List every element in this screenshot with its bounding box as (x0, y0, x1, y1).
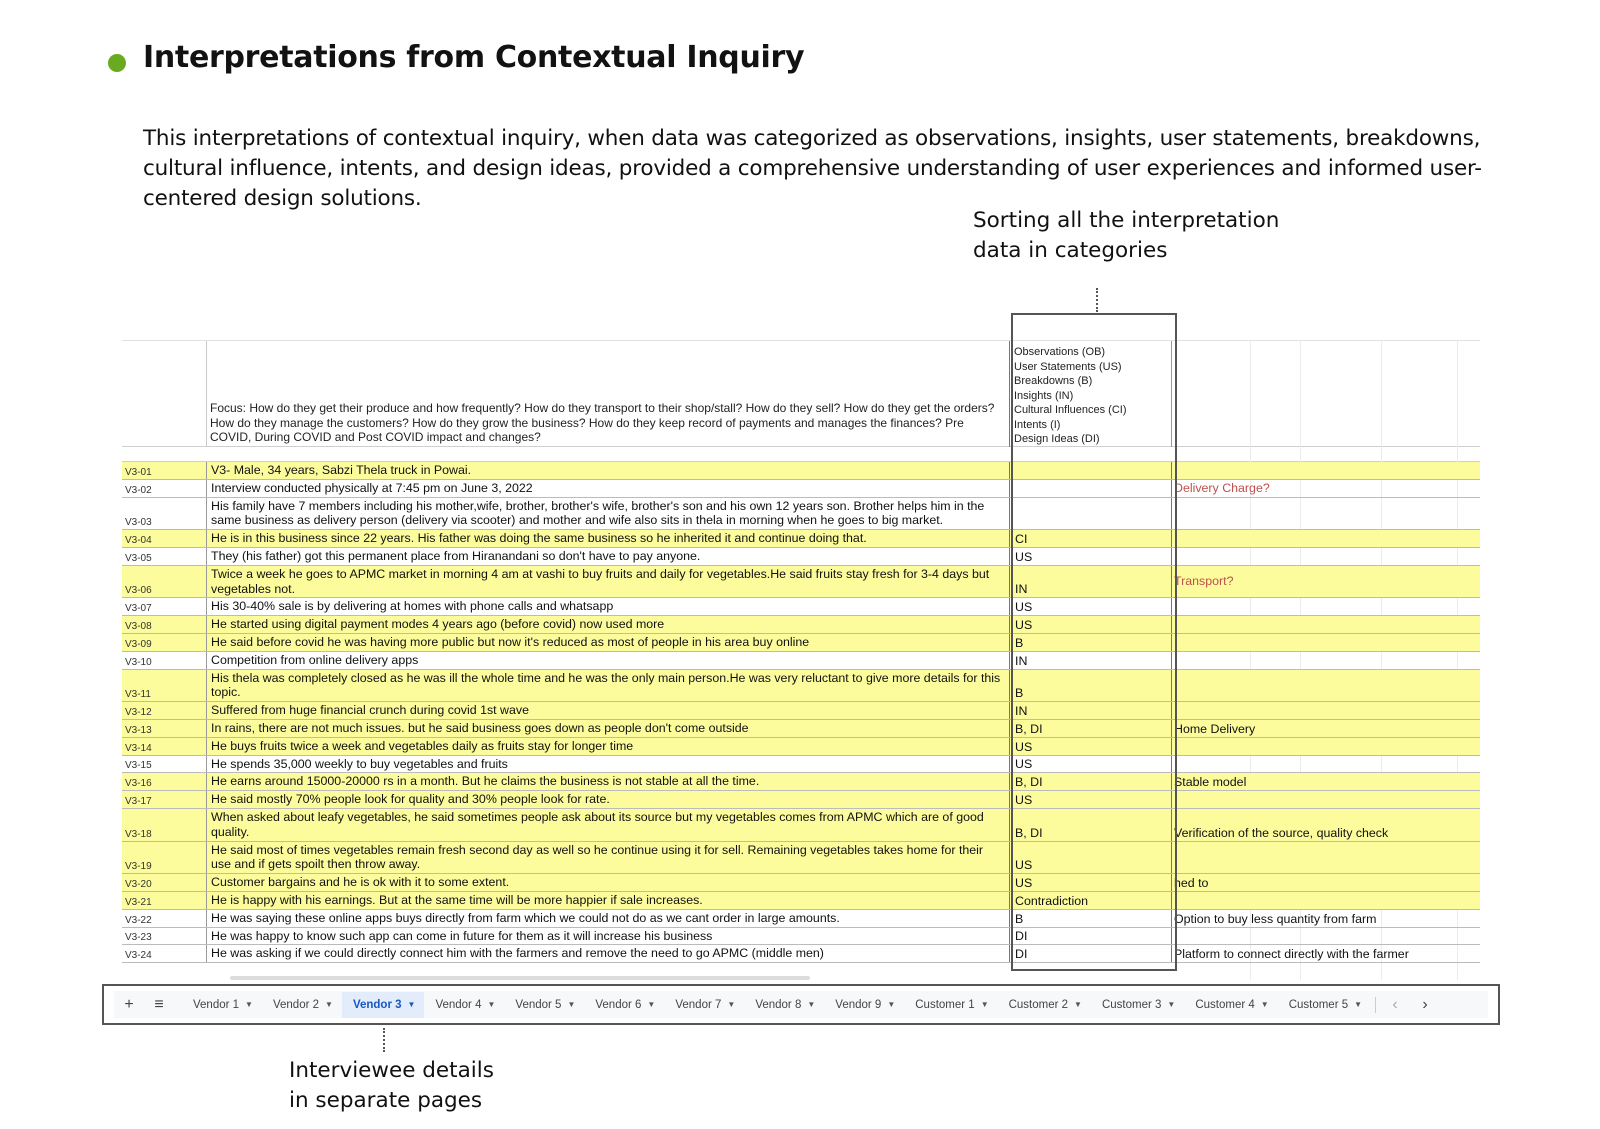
sheet-tab-label: Vendor 1 (193, 998, 240, 1011)
chevron-down-icon[interactable]: ▼ (487, 1000, 496, 1009)
category-legend-item: Observations (OB) (1014, 346, 1106, 358)
chevron-down-icon[interactable]: ▼ (567, 1000, 576, 1009)
category-code-cell[interactable]: IN (1010, 702, 1172, 719)
row-id-cell[interactable]: V3-08 (122, 616, 207, 633)
annotation-line: Sorting all the interpretation (973, 208, 1280, 233)
sheet-tab[interactable] (262, 992, 342, 1018)
annotation-line: in separate pages (289, 1088, 483, 1113)
interpretation-text-cell[interactable]: He spends 35,000 weekly to buy vegetables and fruits (207, 756, 1010, 773)
table-row (122, 773, 1480, 791)
design-note-cell[interactable]: Delivery Charge? (1174, 480, 1270, 495)
row-id-cell[interactable]: V3-05 (122, 548, 207, 565)
category-legend-item: Intents (I) (1014, 418, 1061, 431)
table-row (122, 842, 1480, 875)
interpretation-text-cell[interactable]: He was happy to know such app can come in future for them as it will increase his business (207, 928, 1010, 945)
row-id-cell[interactable]: V3-06 (122, 566, 207, 598)
category-code-cell[interactable]: US (1010, 791, 1172, 808)
interpretation-text-cell[interactable]: Twice a week he goes to APMC market in morning 4 am at vashi to buy fruits and daily for vegetables.He said fruits stay fresh for 3-4 days but vegetables not. (207, 566, 1010, 598)
table-row (122, 598, 1480, 616)
category-code-cell[interactable]: IN (1010, 652, 1172, 669)
row-id-cell[interactable]: V3-13 (122, 720, 207, 737)
sheet-tab[interactable] (342, 992, 425, 1018)
table-row (122, 892, 1480, 910)
sheet-tab-label: Vendor 7 (675, 998, 722, 1011)
design-note-cell[interactable]: Platform to connect directly with the farmer (1174, 947, 1409, 962)
interpretation-text-cell[interactable]: He said most of times vegetables remain fresh second day as well so he continue using it for sell. Remaining vegetables takes home for their use and if gets spoilt then throw away. (207, 842, 1010, 874)
design-note-cell[interactable]: Verification of the source, quality check (1174, 825, 1389, 840)
row-id-cell[interactable]: V3-24 (122, 945, 207, 962)
interpretation-text-cell[interactable]: His thela was completely closed as he was ill the whole time and he was the only main person.He was very reluctant to give more details for this topic. (207, 670, 1010, 702)
design-note-cell[interactable] (1172, 928, 1480, 945)
design-note-cell[interactable] (1172, 756, 1480, 773)
interpretation-text-cell[interactable]: He was asking if we could directly connect him with the farmers and remove the need to go APMC (middle men) (207, 945, 1010, 962)
sheet-header-row (122, 340, 1480, 446)
category-code-cell[interactable]: Contradiction (1010, 892, 1172, 909)
chevron-down-icon[interactable]: ▼ (1167, 1000, 1176, 1009)
category-code-cell[interactable]: US (1010, 842, 1172, 874)
page-title: Interpretations from Contextual Inquiry (143, 40, 805, 75)
sheet-tab[interactable] (1184, 992, 1277, 1018)
add-sheet-icon[interactable]: + (124, 995, 134, 1013)
design-note-cell[interactable]: Transport? (1174, 574, 1234, 589)
category-code-cell[interactable]: US (1010, 548, 1172, 565)
annotation-line: Interviewee details (289, 1058, 494, 1083)
design-note-cell[interactable] (1172, 548, 1480, 565)
table-row (122, 634, 1480, 652)
sheet-tab[interactable] (904, 992, 997, 1018)
chevron-down-icon[interactable]: ▼ (727, 1000, 736, 1009)
chevron-down-icon[interactable]: ▼ (1260, 1000, 1269, 1009)
sheet-tab[interactable] (584, 992, 664, 1018)
table-row (122, 928, 1480, 946)
row-id-cell[interactable]: V3-11 (122, 670, 207, 702)
sheet-tab-label: Customer 4 (1195, 998, 1255, 1011)
sheet-tab-label: Vendor 9 (835, 998, 882, 1011)
category-legend-item: Design Ideas (DI) (1014, 433, 1100, 445)
horizontal-scrollbar[interactable] (230, 976, 810, 980)
row-id-cell[interactable]: V3-04 (122, 530, 207, 547)
chevron-down-icon[interactable]: ▼ (325, 1000, 333, 1009)
design-note-cell[interactable] (1172, 616, 1480, 633)
sheet-tab[interactable] (1278, 992, 1371, 1018)
design-note-cell[interactable] (1172, 634, 1480, 651)
sheet-tab-bar (102, 984, 1500, 1025)
design-note-cell[interactable]: Stable model (1174, 775, 1247, 790)
category-code-cell[interactable]: B (1010, 670, 1172, 702)
chevron-down-icon[interactable]: ▼ (245, 1000, 253, 1009)
design-note-cell[interactable]: Home Delivery (1174, 721, 1256, 736)
row-id-cell[interactable]: V3-19 (122, 842, 207, 874)
spreadsheet-grid (122, 340, 1480, 980)
category-legend-cell[interactable] (1010, 341, 1172, 447)
sheet-tab-label: Vendor 2 (272, 998, 320, 1011)
category-legend-item: Insights (IN) (1014, 389, 1074, 402)
table-row (122, 480, 1480, 498)
row-id-cell[interactable]: V3-21 (122, 892, 207, 909)
category-legend-item: User Statements (US) (1014, 360, 1122, 373)
category-code-cell[interactable]: IN (1010, 566, 1172, 598)
table-row (122, 738, 1480, 756)
row-id-cell[interactable]: V3-14 (122, 738, 207, 755)
scroll-tabs-right-icon[interactable]: › (1422, 995, 1428, 1013)
sheet-tab-label: Customer 5 (1288, 998, 1349, 1011)
table-row (122, 462, 1480, 480)
table-row (122, 945, 1480, 963)
intro-paragraph: This interpretations of contextual inquiry, when data was categorized as observations, insights, user statements, breakdowns, cultural influence, intents, and design ideas, provided a comprehensive understanding of user experiences and informed user-centered design solutions. (143, 126, 1482, 211)
interpretation-text-cell[interactable]: In rains, there are not much issues. but he said business goes down as people don't come outside (207, 720, 1010, 737)
chevron-down-icon[interactable]: ▼ (887, 1000, 896, 1009)
table-row (122, 756, 1480, 774)
chevron-down-icon[interactable]: ▼ (1074, 1000, 1082, 1009)
tab-divider (1375, 997, 1376, 1013)
row-id-cell[interactable]: V3-01 (122, 462, 207, 479)
table-row (122, 566, 1480, 599)
table-row (122, 910, 1480, 928)
design-note-cell[interactable] (1172, 498, 1480, 530)
row-id-cell[interactable]: V3-02 (122, 480, 207, 497)
sheet-tabs (182, 992, 1440, 1018)
interpretation-text-cell[interactable]: He said mostly 70% people look for quality and 30% people look for rate. (207, 791, 1010, 808)
design-note-cell[interactable]: Option to buy less quantity from farm (1174, 911, 1377, 926)
scroll-tabs-left-icon[interactable]: ‹ (1392, 995, 1398, 1013)
sheet-tab-label: Vendor 6 (595, 998, 642, 1011)
row-id-cell[interactable]: V3-22 (122, 910, 207, 927)
row-id-cell[interactable]: V3-18 (122, 809, 207, 841)
category-code-cell[interactable]: DI (1010, 928, 1172, 945)
annotation-pages (289, 1056, 494, 1116)
annotation-line: data in categories (973, 238, 1168, 263)
interpretation-text-cell[interactable]: He buys fruits twice a week and vegetables daily as fruits stay for longer time (207, 738, 1010, 755)
all-sheets-menu-icon[interactable]: ≡ (154, 995, 164, 1013)
interpretation-text-cell[interactable]: He is in this business since 22 years. His father was doing the same business so he inherited it and continue doing that. (207, 530, 1010, 547)
chevron-down-icon[interactable]: ▼ (807, 1000, 816, 1009)
category-legend-item: Breakdowns (B) (1014, 375, 1093, 387)
chevron-down-icon[interactable]: ▼ (1354, 1000, 1363, 1009)
row-id-cell[interactable]: V3-15 (122, 756, 207, 773)
tab-strip (114, 991, 1488, 1018)
sheet-tab[interactable] (664, 992, 744, 1018)
interpretation-text-cell[interactable]: He is happy with his earnings. But at the same time will be more happier if sale increases. (207, 892, 1010, 909)
interpretation-text-cell[interactable]: Interview conducted physically at 7:45 pm on June 3, 2022 (207, 480, 1010, 497)
table-row (122, 530, 1480, 548)
spacer-row (122, 446, 1480, 462)
sheet-rows (122, 462, 1480, 963)
category-code-cell[interactable] (1010, 498, 1172, 530)
interpretation-text-cell[interactable]: He earns around 15000-20000 rs in a month. But he claims the business is not stable at all the time. (207, 773, 1010, 790)
sheet-tab-label: Vendor 8 (755, 998, 802, 1011)
table-row (122, 652, 1480, 670)
interpretation-text-cell[interactable]: Suffered from huge financial crunch during covid 1st wave (207, 702, 1010, 719)
interpretation-text-cell[interactable]: He was saying these online apps buys directly from farm which we could not do as we cant order in large amounts. (207, 910, 1010, 927)
row-id-cell[interactable]: V3-16 (122, 773, 207, 790)
category-legend-item: Cultural Influences (CI) (1014, 404, 1127, 416)
interpretation-text-cell[interactable]: He started using digital payment modes 4 years ago (before covid) now used more (207, 616, 1010, 633)
design-note-cell[interactable] (1172, 842, 1480, 874)
header-id-cell[interactable] (122, 341, 207, 447)
sheet-tab-label: Vendor 3 (352, 998, 402, 1011)
table-row (122, 702, 1480, 720)
interpretation-text-cell[interactable]: Customer bargains and he is ok with it to some extent. (207, 874, 1010, 891)
chevron-down-icon[interactable]: ▼ (407, 1000, 416, 1009)
sheet-tab[interactable] (1091, 992, 1184, 1018)
category-code-cell[interactable]: US (1010, 874, 1172, 891)
table-row (122, 791, 1480, 809)
category-code-cell[interactable]: CI (1010, 530, 1172, 547)
category-code-cell[interactable] (1010, 462, 1172, 479)
sheet-tab-label: Customer 2 (1008, 998, 1069, 1011)
annotation-connector (1096, 288, 1098, 312)
table-row (122, 874, 1480, 892)
row-id-cell[interactable]: V3-20 (122, 874, 207, 891)
interpretation-text-cell[interactable]: They (his father) got this permanent place from Hiranandani so don't have to pay anyone. (207, 548, 1010, 565)
interpretation-text-cell[interactable]: When asked about leafy vegetables, he said sometimes people ask about its source but my vegetables comes from APMC which are of good quality. (207, 809, 1010, 841)
annotation-categories (973, 206, 1279, 266)
row-id-cell[interactable]: V3-12 (122, 702, 207, 719)
interpretation-text-cell[interactable]: Competition from online delivery apps (207, 652, 1010, 669)
focus-text: Focus: How do they get their produce and how frequently? How do they transport to their shop/stall? How do they sell? How do they get the orders? How do they manage the customers? How do they grow the business? How do they keep record of payments and manages the finances? Pre COVID, During COVID and Post COVID impact and changes? (210, 400, 995, 445)
row-id-cell[interactable]: V3-23 (122, 928, 207, 945)
sheet-tab-label: Vendor 5 (515, 998, 562, 1011)
design-note-cell[interactable] (1172, 702, 1480, 719)
interpretation-text-cell[interactable]: V3- Male, 34 years, Sabzi Thela truck in Powai. (207, 462, 1010, 479)
category-code-cell[interactable] (1010, 480, 1172, 497)
chevron-down-icon[interactable]: ▼ (980, 1000, 989, 1009)
table-row (122, 809, 1480, 842)
row-id-cell[interactable]: V3-09 (122, 634, 207, 651)
row-id-cell[interactable]: V3-17 (122, 791, 207, 808)
table-row (122, 498, 1480, 531)
category-code-cell[interactable]: B, DI (1010, 809, 1172, 841)
table-row (122, 670, 1480, 703)
category-code-cell[interactable]: B, DI (1010, 773, 1172, 790)
sheet-tab[interactable] (424, 992, 504, 1018)
category-code-cell[interactable]: B, DI (1010, 720, 1172, 737)
design-note-cell[interactable] (1172, 670, 1480, 702)
sheet-tab[interactable] (182, 992, 262, 1018)
category-code-cell[interactable]: US (1010, 598, 1172, 615)
design-note-cell[interactable] (1172, 598, 1480, 615)
design-note-cell[interactable] (1172, 652, 1480, 669)
category-code-cell[interactable]: US (1010, 738, 1172, 755)
design-note-cell[interactable] (1172, 530, 1480, 547)
design-note-cell[interactable] (1172, 791, 1480, 808)
sheet-tab-label: Customer 1 (915, 998, 975, 1011)
sheet-tab[interactable] (744, 992, 824, 1018)
category-code-cell[interactable]: US (1010, 616, 1172, 633)
sheet-tab-label: Vendor 4 (435, 998, 482, 1011)
sheet-tab[interactable] (504, 992, 584, 1018)
row-id-cell[interactable]: V3-03 (122, 498, 207, 530)
design-note-cell[interactable]: hed to (1174, 875, 1209, 890)
sheet-tab[interactable] (824, 992, 904, 1018)
annotation-connector (383, 1028, 385, 1052)
design-note-cell[interactable] (1172, 892, 1480, 909)
interpretation-text-cell[interactable]: His family have 7 members including his mother,wife, brother, brother's wife, brother's son and his own 12 years son. Brother helps him in the same business as delivery person (delivery via scooter) and mother and wife also sits in thela in morning when he goes to big market. (207, 498, 1010, 530)
focus-cell[interactable] (207, 341, 1010, 447)
category-code-cell[interactable]: DI (1010, 945, 1172, 962)
table-row (122, 720, 1480, 738)
interpretation-text-cell[interactable]: His 30-40% sale is by delivering at homes with phone calls and whatsapp (207, 598, 1010, 615)
interpretation-text-cell[interactable]: He said before covid he was having more public but now it's reduced as most of people in his area buy online (207, 634, 1010, 651)
sheet-tab[interactable] (998, 992, 1091, 1018)
table-row (122, 616, 1480, 634)
table-row (122, 548, 1480, 566)
row-id-cell[interactable]: V3-07 (122, 598, 207, 615)
title-bullet-icon (108, 54, 126, 72)
category-code-cell[interactable]: US (1010, 756, 1172, 773)
design-note-cell[interactable] (1172, 462, 1480, 479)
sheet-tab-label: Customer 3 (1101, 998, 1162, 1011)
design-note-cell[interactable] (1172, 738, 1480, 755)
category-code-cell[interactable]: B (1010, 910, 1172, 927)
chevron-down-icon[interactable]: ▼ (647, 1000, 656, 1009)
category-code-cell[interactable]: B (1010, 634, 1172, 651)
row-id-cell[interactable]: V3-10 (122, 652, 207, 669)
